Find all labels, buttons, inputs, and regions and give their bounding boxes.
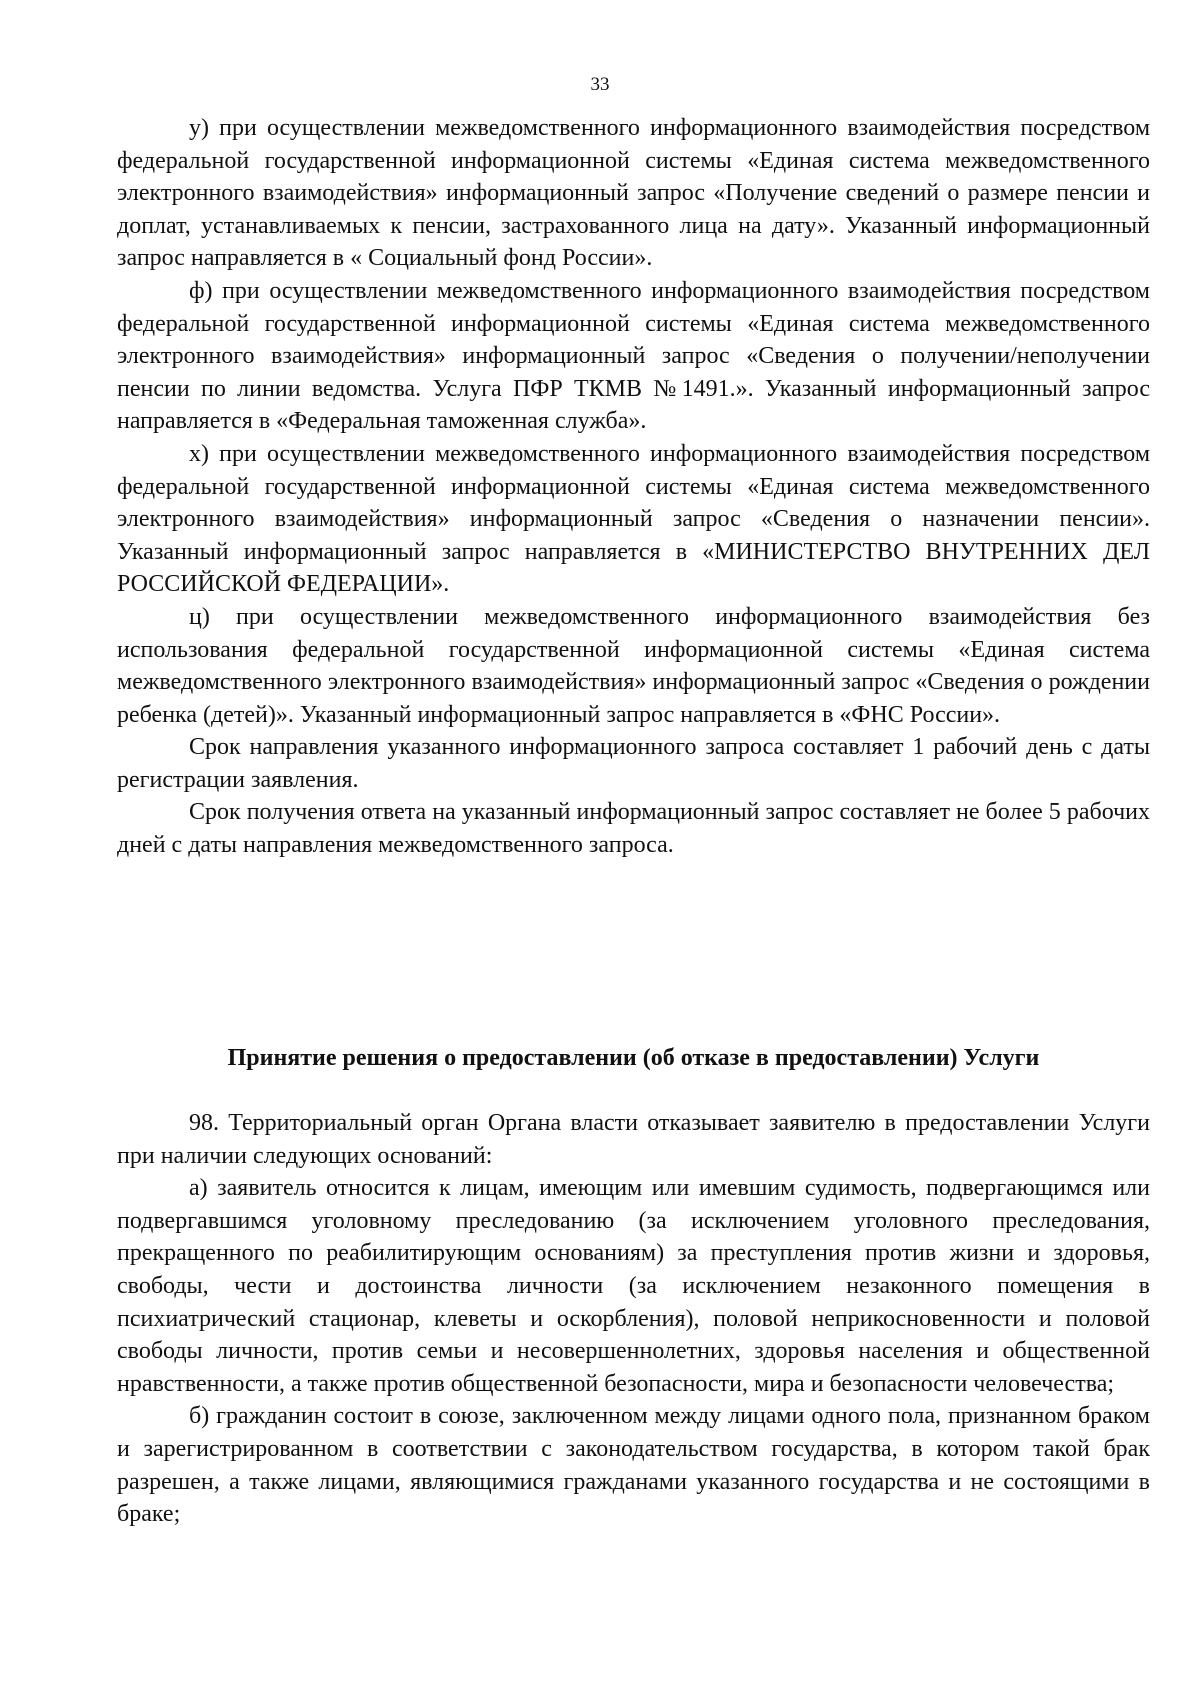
- paragraph-ts: ц) при осуществлении межведомственного информационного взаимодействия без использования федеральной государственной информационной системы «Единая система межведомственного электронного взаимодействия» информационный запрос «Сведения о рождении ребенка (детей)». Указанный информационный запрос направляется в «ФНС России».: [117, 603, 1150, 728]
- paragraph-kh: х) при осуществлении межведомственного информационного взаимодействия посредством федеральной государственной информационной системы «Единая система межведомственного электронного взаимодействия» информационный запрос «Сведения о назначении пенсии». Указанный информационный запрос направляется в «МИНИСТЕРСТВО ВНУТРЕННИХ ДЕЛ РОССИЙСКОЙ ФЕДЕРАЦИИ».: [117, 440, 1150, 598]
- section-interagency-requests: [117, 112, 1150, 862]
- section-refusal-grounds: [117, 1107, 1150, 1531]
- paragraph-b: б) гражданин состоит в союзе, заключенном между лицами одного пола, признанном браком и зарегистрированном в соответствии с законодательством государства, в котором такой брак разрешен, а также лицами, являющимися гражданами указанного государства и не состоящими в браке;: [117, 1403, 1150, 1528]
- paragraph-request-deadline: Срок направления указанного информационного запроса составляет 1 рабочий день с даты регистрации заявления.: [117, 734, 1150, 793]
- paragraph-a: а) заявитель относится к лицам, имеющим или имевшим судимость, подвергающимся или подвергавшимся уголовному преследованию (за исключением уголовного преследования, прекращенного по реабилитирующим основаниям) за преступления против жизни и здоровья, свободы, чести и достоинства личности (за исключением незаконного помещения в психиатрический стационар, клеветы и оскорбления), половой неприкосновенности и половой свободы личности, против семьи и несовершеннолетних, здоровья населения и общественной нравственности, а также против общественной безопасности, мира и безопасности человечества;: [117, 1175, 1150, 1397]
- page-number: 33: [590, 74, 610, 95]
- paragraph-response-deadline: Срок получения ответа на указанный информационный запрос составляет не более 5 рабочих дней с даты направления межведомственного запроса.: [117, 799, 1150, 859]
- section-heading: Принятие решения о предоставлении (об отказе в предоставлении) Услуги: [227, 1045, 1040, 1071]
- paragraph-98: 98. Территориальный орган Органа власти отказывает заявителю в предоставлении Услуги при наличии следующих оснований:: [117, 1110, 1150, 1169]
- paragraph-u: у) при осуществлении межведомственного информационного взаимодействия посредством федеральной государственной информационной системы «Единая система межведомственного электронного взаимодействия» информационный запрос «Получение сведений о размере пенсии и доплат, устанавливаемых к пенсии, застрахованного лица на дату». Указанный информационный запрос направляется в « Социальный фонд России».: [117, 115, 1150, 272]
- paragraph-f: ф) при осуществлении межведомственного информационного взаимодействия посредством федеральной государственной информационной системы «Единая система межведомственного электронного взаимодействия» информационный запрос «Сведения о получении/неполучении пенсии по линии ведомства. Услуга ПФР ТКМВ №1491.». Указанный информационный запрос направляется в «Федеральная таможенная служба».: [117, 277, 1150, 435]
